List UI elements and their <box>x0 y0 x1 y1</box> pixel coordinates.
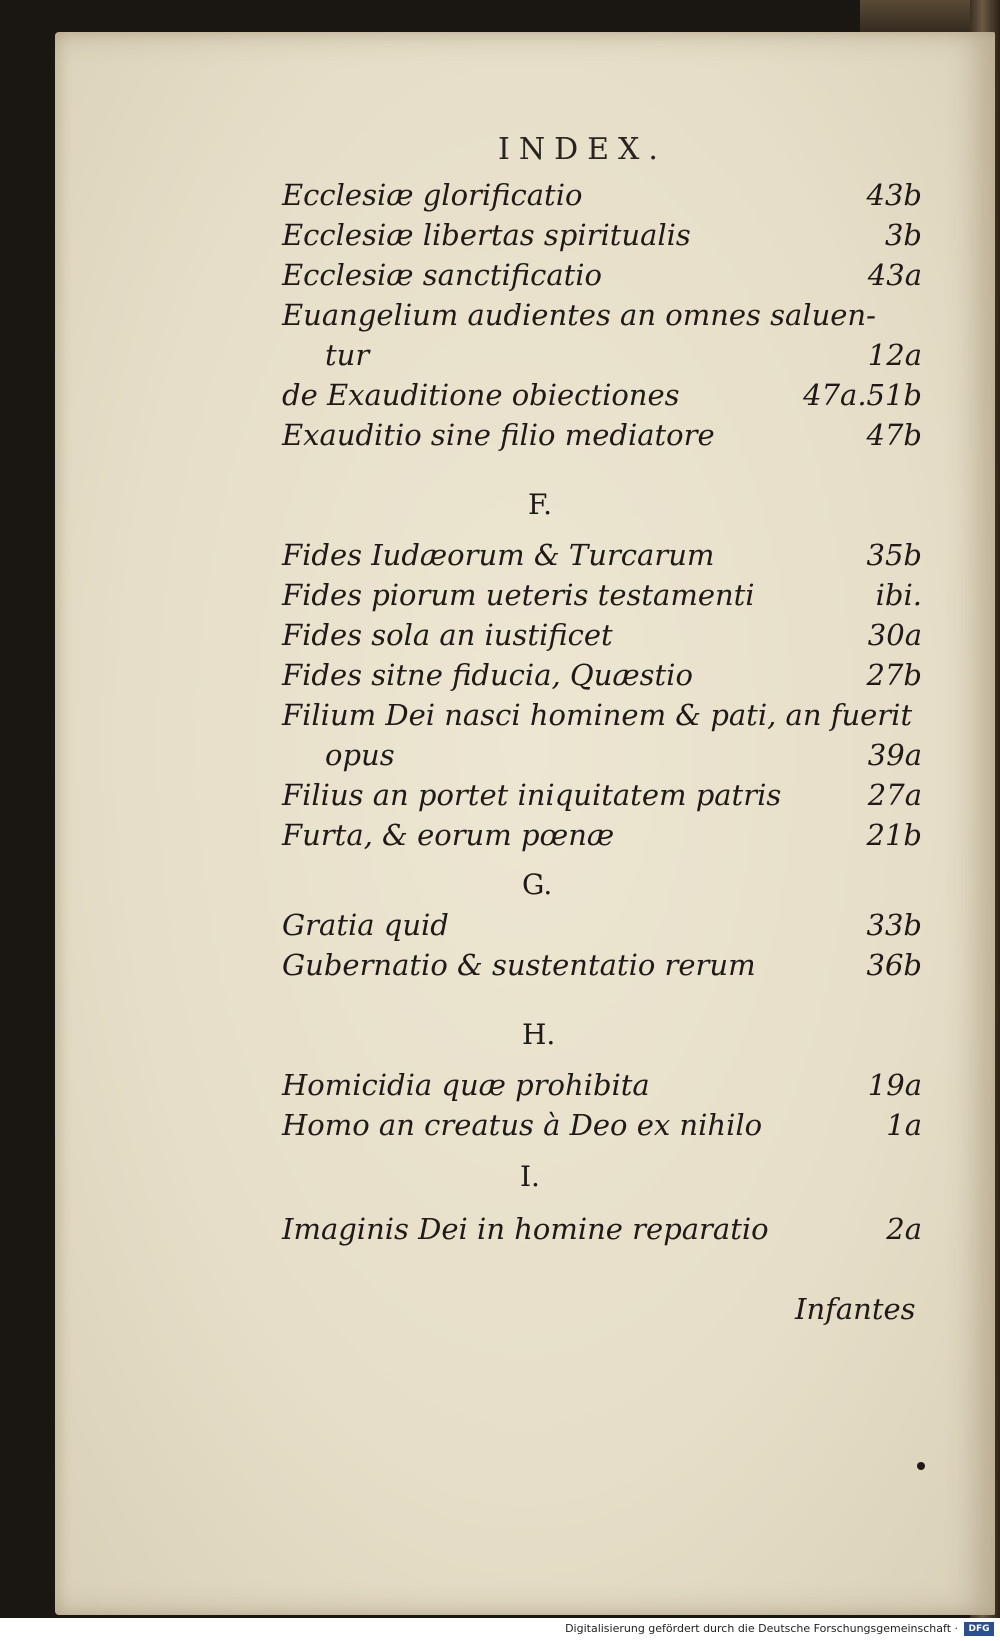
catchword: Infantes <box>795 1292 916 1326</box>
entry-title: Homo an creatus à Deo ex nihilo <box>282 1108 763 1142</box>
entry-title: Filium Dei nasci hominem & pati, an fuerit <box>282 698 913 732</box>
entry-page: 2a <box>886 1212 922 1246</box>
index-entry <box>282 578 922 618</box>
entry-page: 1a <box>886 1108 922 1142</box>
entry-page: 19a <box>867 1068 922 1102</box>
letter-heading-i: I. <box>520 1160 540 1193</box>
letter-heading-f: F. <box>528 488 552 521</box>
entry-title: Fides piorum ueteris testamenti <box>282 578 755 612</box>
entry-page: 47a.51b <box>803 378 922 412</box>
entry-page: 33b <box>866 908 922 942</box>
index-entry-continuation <box>325 338 922 378</box>
entry-title: Homicidia quæ prohibita <box>282 1068 650 1102</box>
digitization-footer <box>0 1618 1000 1641</box>
index-entry <box>282 538 922 578</box>
entry-page: 47b <box>866 418 922 452</box>
index-entry <box>282 418 922 458</box>
entry-page: 27b <box>866 658 922 692</box>
index-entry <box>282 378 922 418</box>
entry-title: Exauditio sine filio mediatore <box>282 418 715 452</box>
entry-title: Ecclesiæ sanctificatio <box>282 258 603 292</box>
index-entry <box>282 258 922 298</box>
index-entry <box>282 818 922 858</box>
index-entry <box>282 778 922 818</box>
index-entry <box>282 658 922 698</box>
entry-page: ibi. <box>875 578 922 612</box>
index-entry <box>282 908 922 948</box>
index-entry <box>282 298 922 338</box>
dfg-logo-icon: DFG <box>964 1622 994 1636</box>
entry-page: 36b <box>866 948 922 982</box>
entry-title: Euangelium audientes an omnes saluen- <box>282 298 876 332</box>
entry-page: 35b <box>866 538 922 572</box>
letter-heading-g: G. <box>522 868 553 901</box>
entry-title: Imaginis Dei in homine reparatio <box>282 1212 769 1246</box>
entry-page: 12a <box>867 338 922 372</box>
entry-page: 3b <box>884 218 922 252</box>
entry-title: Gubernatio & sustentatio rerum <box>282 948 756 982</box>
index-entry <box>282 1068 922 1108</box>
entry-page: 21b <box>866 818 922 852</box>
entry-title: Fides sola an iustificet <box>282 618 613 652</box>
entry-title: tur <box>325 338 370 372</box>
entry-title: opus <box>325 738 395 772</box>
index-entry <box>282 698 922 738</box>
entry-title: Fides sitne fiducia, Quæstio <box>282 658 693 692</box>
running-head: INDEX. <box>498 132 667 167</box>
entry-title: de Exauditione obiectiones <box>282 378 680 412</box>
index-entry <box>282 948 922 988</box>
entry-page: 30a <box>867 618 922 652</box>
entry-title: Filius an portet iniquitatem patris <box>282 778 782 812</box>
index-entry <box>282 178 922 218</box>
entry-title: Fides Iudæorum & Turcarum <box>282 538 715 572</box>
entry-title: Ecclesiæ glorificatio <box>282 178 583 212</box>
index-entry <box>282 218 922 258</box>
ink-mark <box>917 1462 925 1470</box>
entry-title: Gratia quid <box>282 908 449 942</box>
letter-heading-h: H. <box>522 1018 556 1051</box>
index-entry-continuation <box>325 738 922 778</box>
entry-title: Ecclesiæ libertas spiritualis <box>282 218 691 252</box>
entry-page: 39a <box>867 738 922 772</box>
index-entry <box>282 1212 922 1252</box>
index-entry <box>282 1108 922 1148</box>
entry-page: 43b <box>866 178 922 212</box>
entry-title: Furta, & eorum pœnæ <box>282 818 615 852</box>
entry-page: 43a <box>867 258 922 292</box>
footer-credit: Digitalisierung gefördert durch die Deutsche Forschungsgemeinschaft · <box>565 1622 958 1635</box>
index-entry <box>282 618 922 658</box>
entry-page: 27a <box>867 778 922 812</box>
